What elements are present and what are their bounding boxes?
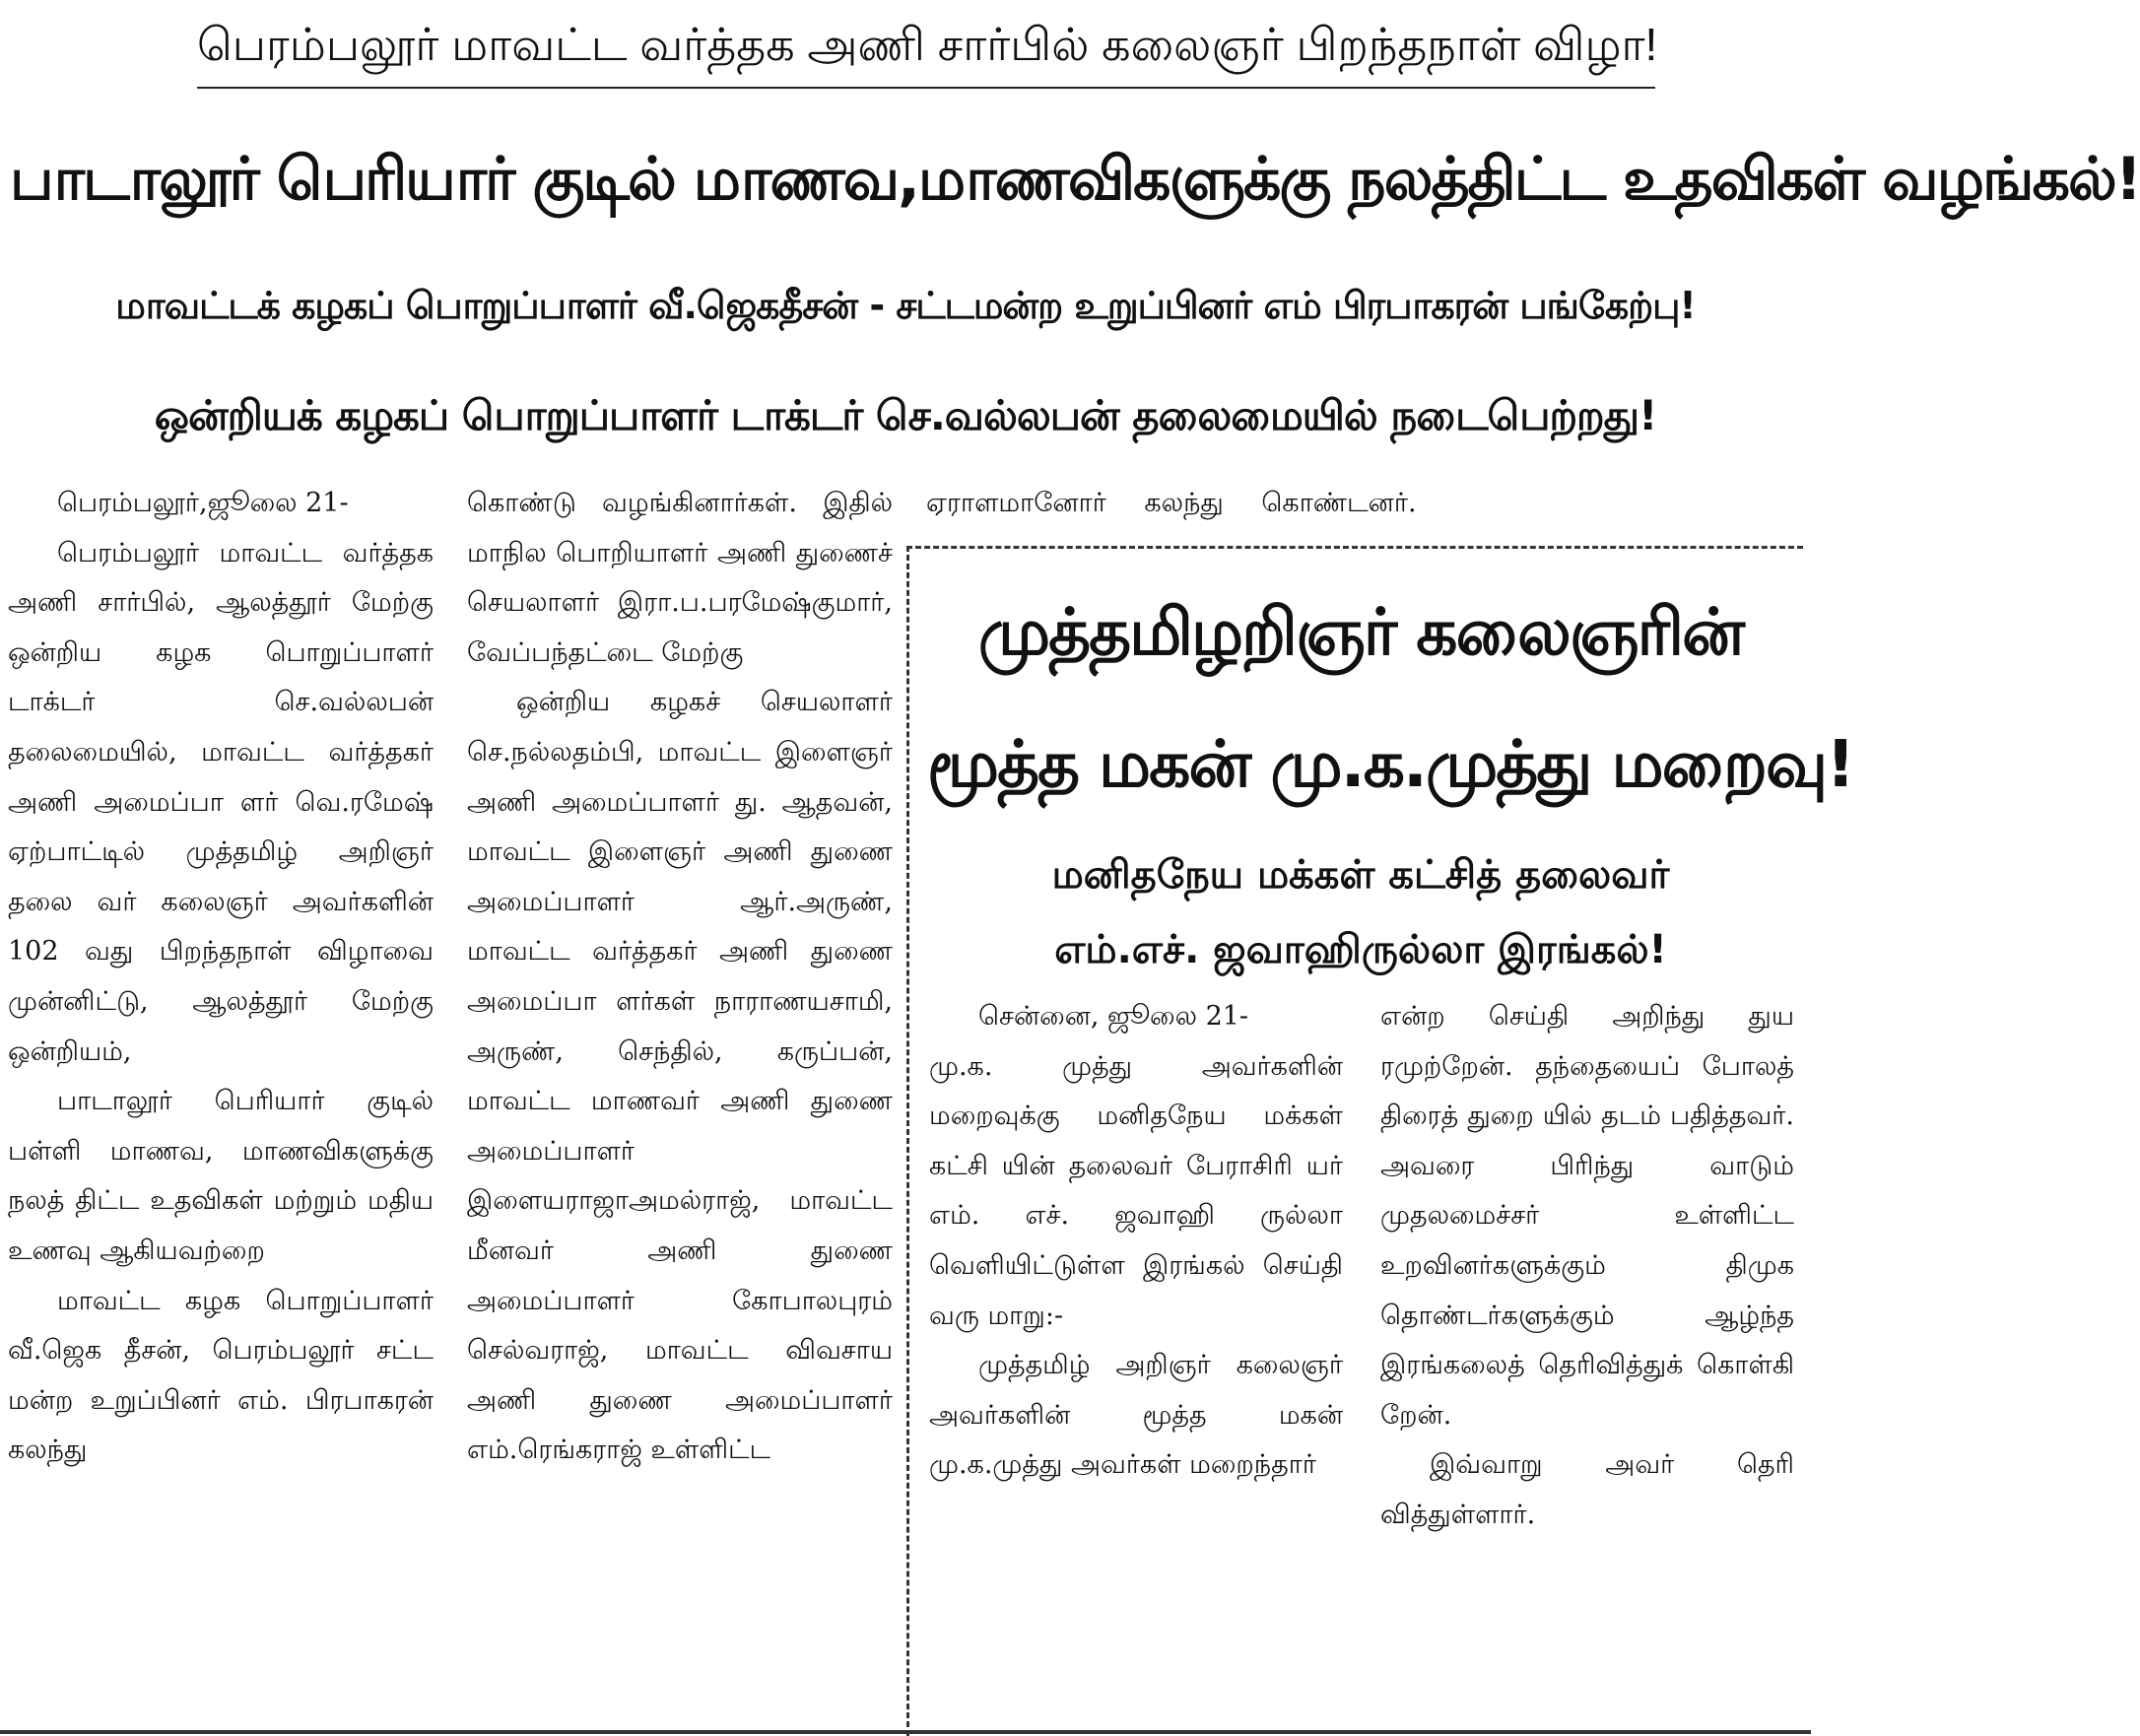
- box-story-column-1: [929, 992, 1343, 1729]
- paragraph: பெரம்பலூர் மாவட்ட வர்த்தக அணி சார்பில், ஆலத்தூர் மேற்கு ஒன்றிய கழக பொறுப்பாளர் டாக்டர் செ.வல்லபன் தலைமையில், மாவட்ட வர்த்தகர் அணி அமைப்பா ளர் வெ.ரமேஷ் ஏற்பாட்டில் முத்தமிழ் அறிஞர் தலை வர் கலைஞர் அவர்களின் 102 வது பிறந்தநாள் விழாவை முன்னிட்டு, ஆலத்தூர் மேற்கு ஒன்றியம்,: [8, 537, 434, 1067]
- paragraph: கொண்டு வழங்கினார்கள். இதில் மாநில பொறியாளர் அணி துணைச் செயலாளர் இரா.ப.பரமேஷ்குமார், வேப்பந்தட்டை மேற்கு: [467, 488, 893, 668]
- bottom-rule: [0, 1730, 1811, 1734]
- kicker-line: பெரம்பலூர் மாவட்ட வர்த்தக அணி சார்பில் கலைஞர் பிறந்தநாள் விழா!: [197, 19, 1658, 70]
- box-story-column-2: [1380, 992, 1794, 1729]
- main-story-continuation: ஏராளமானோர் கலந்து கொண்டனர்.: [926, 488, 1417, 518]
- paragraph: ஒன்றிய கழகச் செயலாளர் செ.நல்லதம்பி, மாவட்ட இளைஞர் அணி அமைப்பாளர் து. ஆதவன், மாவட்ட இளைஞர் அணி துணை அமைப்பாளர் ஆர்.அருண், மாவட்ட வர்த்தகர் அணி துணை அமைப்பா ளர்கள் நாராணயசாமி, அருண், செந்தில், கருப்பன், மாவட்ட மாணவர் அணி துணை அமைப்பாளர் இளையராஜாஅமல்ராஜ், மாவட்ட மீனவர் அணி துணை அமைப்பாளர் கோபாலபுரம் செல்வராஜ், மாவட்ட விவசாய அணி துணை அமைப்பாளர் எம்.ரெங்கராஜ் உள்ளிட்ட: [467, 687, 893, 1466]
- paragraph: முத்தமிழ் அறிஞர் கலைஞர் அவர்களின் மூத்த மகன் மு.க.முத்து அவர்கள் மறைந்தார்: [929, 1350, 1343, 1481]
- paragraph: இவ்வாறு அவர் தெரி வித்துள்ளார்.: [1380, 1449, 1794, 1530]
- paragraph: என்ற செய்தி அறிந்து துய ரமுற்றேன். தந்தையைப் போலத் திரைத் துறை யில் தடம் பதித்தவர். அவரை பிரிந்து வாடும் முதலமைச்சர் உள்ளிட்ட உறவினர்களுக்கும் திமுக தொண்டர்களுக்கும் ஆழ்ந்த இரங்கலைத் தெரிவித்துக் கொள்கி றேன்.: [1380, 1001, 1794, 1431]
- main-story-column-1: [8, 479, 434, 1730]
- subhead-presided: ஒன்றியக் கழகப் பொறுப்பாளர் டாக்டர் செ.வல்லபன் தலைமையில் நடைபெற்றது!: [154, 391, 1657, 439]
- box-subhead-line-1: மனிதநேய மக்கள் கட்சித் தலைவர்: [1051, 852, 1670, 898]
- kicker-underline: [197, 87, 1655, 89]
- main-story-column-2: [467, 479, 893, 1730]
- dateline: சென்னை, ஜூலை 21-: [978, 1001, 1249, 1032]
- paragraph: பாடாலூர் பெரியார் குடில் பள்ளி மாணவ, மாணவிகளுக்கு நலத் திட்ட உதவிகள் மற்றும் மதிய உணவு ஆகியவற்றை: [8, 1086, 434, 1266]
- paragraph: மு.க. முத்து அவர்களின் மறைவுக்கு மனிதநேய மக்கள் கட்சி யின் தலைவர் பேராசிரி யர் எம். எச். ஜவாஹி ருல்லா வெளியிட்டுள்ள இரங்கல் செய்தி வரு மாறு:-: [929, 1050, 1343, 1331]
- paragraph: மாவட்ட கழக பொறுப்பாளர் வீ.ஜெக தீசன், பெரம்பலூர் சட்ட மன்ற உறுப்பினர் எம். பிரபாகரன் கலந்து: [8, 1285, 434, 1466]
- subhead-participants: மாவட்டக் கழகப் பொறுப்பாளர் வீ.ஜெகதீசன் - சட்டமன்ற உறுப்பினர் எம் பிரபாகரன் பங்கேற்பு!: [115, 284, 1696, 327]
- main-headline: பாடாலூர் பெரியார் குடில் மாணவ,மாணவிகளுக்கு நலத்திட்ட உதவிகள் வழங்கல்!: [10, 145, 2140, 214]
- condolence-story-box: [906, 546, 1854, 1736]
- dateline: பெரம்பலூர்,ஜூலை 21-: [57, 488, 349, 518]
- box-subhead-line-2: எம்.எச். ஜவாஹிருல்லா இரங்கல்!: [1054, 927, 1667, 972]
- box-headline-line-1: முத்தமிழறிஞர் கலைஞரின்: [977, 594, 1744, 670]
- box-headline-line-2: மூத்த மகன் மு.க.முத்து மறைவு!: [927, 726, 1854, 802]
